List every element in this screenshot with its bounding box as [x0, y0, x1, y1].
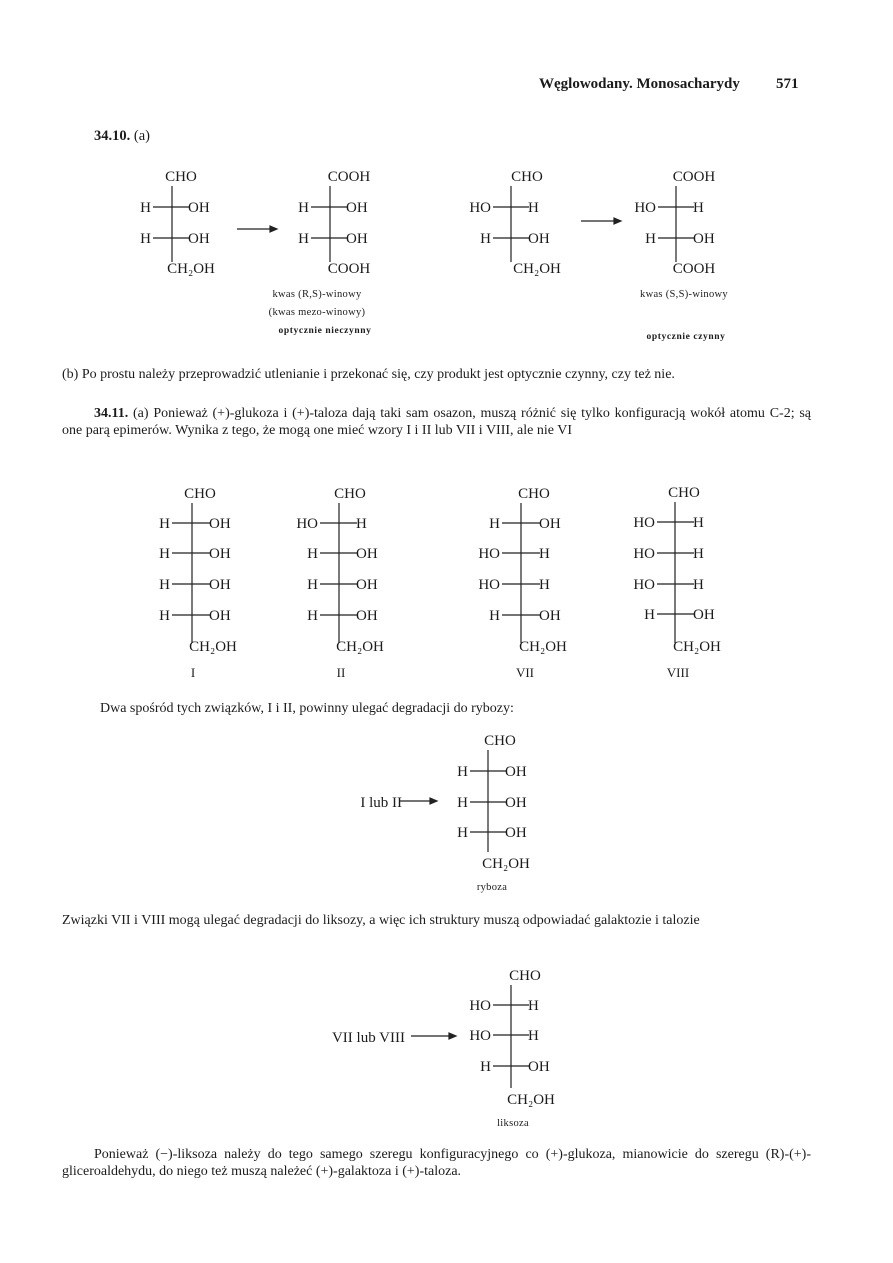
VII-r1-left: H — [489, 516, 500, 532]
VII-top: CHO — [518, 486, 550, 502]
s1-bottom: CH₂OH — [167, 261, 215, 277]
II-r4-left: H — [307, 608, 318, 624]
part-a-label: (a) — [133, 128, 150, 144]
liksoza-r1-left: HO — [469, 998, 491, 1014]
VIII-r2-right: H — [693, 546, 704, 562]
VIII-r3-left: HO — [633, 577, 655, 593]
s3-r2-right: OH — [528, 231, 550, 247]
reaction-arrow-2 — [581, 218, 621, 224]
s4-r1-left: HO — [634, 200, 656, 216]
VIII-r4-right: OH — [693, 607, 715, 623]
II-bottom: CH₂OH — [336, 639, 384, 655]
I-r3-left: H — [159, 577, 170, 593]
fischer-I — [159, 486, 237, 680]
ryboza-top: CHO — [484, 733, 516, 749]
VIII-top: CHO — [668, 485, 700, 501]
s3-bottom: CH₂OH — [513, 261, 561, 277]
liksoza-r3-left: H — [480, 1059, 491, 1075]
II-top: CHO — [334, 486, 366, 502]
I-r2-left: H — [159, 546, 170, 562]
s1-r1-right: OH — [188, 200, 210, 216]
s2-r1-right: OH — [346, 200, 368, 216]
s4-top: COOH — [672, 169, 716, 185]
fischer-s3 — [469, 169, 561, 277]
II-label: II — [336, 665, 346, 680]
fischer-ryboza — [360, 733, 530, 893]
ryboza-r3-left: H — [457, 825, 468, 841]
II-r1-left: HO — [296, 516, 318, 532]
s4-caption-1: kwas (S,S)-winowy — [640, 289, 728, 300]
s1-top: CHO — [165, 169, 197, 185]
II-r2-left: H — [307, 546, 318, 562]
VII-r4-right: OH — [539, 608, 561, 624]
s4-r2-left: H — [645, 231, 656, 247]
s2-r2-right: OH — [346, 231, 368, 247]
ryboza-r2-right: OH — [505, 795, 527, 811]
liksoza-caption: liksoza — [497, 1118, 529, 1129]
ryboza-r1-left: H — [457, 764, 468, 780]
II-r2-right: OH — [356, 546, 378, 562]
s3-r2-left: H — [480, 231, 491, 247]
s3-r1-right: H — [528, 200, 539, 216]
I-label: I — [190, 665, 196, 680]
running-title: Węglowodany. Monosacharydy — [539, 76, 740, 92]
VIII-r1-right: H — [693, 515, 704, 531]
VII-r4-left: H — [489, 608, 500, 624]
fischer-s2 — [269, 169, 372, 336]
page-number: 571 — [776, 76, 799, 92]
paragraph-liksoza: Związki VII i VIII mogą ulegać degradacji do liksozy, a więc ich struktury muszą odpowiadać galaktozie i talozie — [62, 913, 700, 928]
s1-r2-right: OH — [188, 231, 210, 247]
liksoza-r2-left: HO — [469, 1028, 491, 1044]
s1-r1-left: H — [140, 200, 151, 216]
fischer-liksoza — [332, 968, 555, 1129]
ryboza-r1-right: OH — [505, 764, 527, 780]
liksoza-bottom: CH₂OH — [507, 1092, 555, 1108]
s1-r2-left: H — [140, 231, 151, 247]
VII-r2-right: H — [539, 546, 550, 562]
liksoza-r3-right: OH — [528, 1059, 550, 1075]
s2-bottom: COOH — [327, 261, 371, 277]
s2-top: COOH — [327, 169, 371, 185]
VII-r3-right: H — [539, 577, 550, 593]
ryboza-caption: ryboza — [476, 882, 508, 893]
II-r4-right: OH — [356, 608, 378, 624]
s2-r1-left: H — [298, 200, 309, 216]
VIII-bottom: CH₂OH — [673, 639, 721, 655]
liksoza-top: CHO — [509, 968, 541, 984]
VII-bottom: CH₂OH — [519, 639, 567, 655]
ryboza-reactant: I lub II — [360, 795, 402, 811]
I-r1-left: H — [159, 516, 170, 532]
fischer-II — [296, 486, 384, 680]
paragraph-34-10-b: (b) Po prostu należy przeprowadzić utlenianie i przekonać się, czy produkt jest optycznie czynny, czy też nie. — [62, 367, 675, 382]
reaction-arrow-1 — [237, 226, 277, 232]
ryboza-r3-right: OH — [505, 825, 527, 841]
fischer-VIII — [633, 485, 721, 680]
VII-r3-left: HO — [478, 577, 500, 593]
s2-caption-1: kwas (R,S)-winowy — [272, 289, 362, 300]
fischer-VII — [478, 486, 567, 680]
II-r1-right: H — [356, 516, 367, 532]
fischer-s1 — [140, 169, 215, 277]
paragraph-34-11 — [62, 405, 811, 439]
I-r3-right: OH — [209, 577, 231, 593]
section-number: 34.10. — [94, 128, 131, 144]
paragraph-ryboza: Dwa spośród tych związków, I i II, powinny ulegać degradacji do rybozy: — [100, 701, 514, 716]
section-number-34-11: 34.11. — [94, 406, 129, 421]
fischer-s4 — [634, 169, 728, 342]
VIII-r2-left: HO — [633, 546, 655, 562]
II-r3-left: H — [307, 577, 318, 593]
s4-bottom: COOH — [672, 261, 716, 277]
s2-caption-2: (kwas mezo-winowy) — [268, 307, 366, 318]
paragraph-final-text: Ponieważ (−)-liksoza należy do tego samego szeregu konfiguracyjnego co (+)-glukoza, mianowicie do szeregu (R)-(+)-gliceroaldehydu, do niego też muszą należeć (+)-galaktoza i (+)-taloza. — [62, 1147, 811, 1179]
VIII-label: VIII — [666, 665, 690, 680]
liksoza-r2-right: H — [528, 1028, 539, 1044]
ryboza-bottom: CH₂OH — [482, 856, 530, 872]
paragraph-34-11-text: (a) Ponieważ (+)-glukoza i (+)-taloza dają taki sam osazon, muszą różnić się tylko konfiguracją wokół atomu C-2; są one parą epimerów. Wynika z tego, że mogą one mieć wzory I i II lub VII i VIII, ale nie VI — [62, 406, 812, 438]
I-r1-right: OH — [209, 516, 231, 532]
s3-r1-left: HO — [469, 200, 491, 216]
s2-caption-3: optycznie nieczynny — [278, 326, 372, 336]
s2-r2-left: H — [298, 231, 309, 247]
s4-r2-right: OH — [693, 231, 715, 247]
VII-r2-left: HO — [478, 546, 500, 562]
VIII-r3-right: H — [693, 577, 704, 593]
liksoza-r1-right: H — [528, 998, 539, 1014]
I-bottom: CH₂OH — [189, 639, 237, 655]
ryboza-r2-left: H — [457, 795, 468, 811]
VII-r1-right: OH — [539, 516, 561, 532]
VIII-r4-left: H — [644, 607, 655, 623]
I-r2-right: OH — [209, 546, 231, 562]
II-r3-right: OH — [356, 577, 378, 593]
I-r4-right: OH — [209, 608, 231, 624]
paragraph-final — [62, 1146, 811, 1180]
I-r4-left: H — [159, 608, 170, 624]
liksoza-reactant: VII lub VIII — [331, 1030, 405, 1046]
s4-r1-right: H — [693, 200, 704, 216]
VII-label: VII — [515, 665, 535, 680]
VIII-r1-left: HO — [633, 515, 655, 531]
s4-caption-3: optycznie czynny — [646, 332, 726, 342]
s3-top: CHO — [511, 169, 543, 185]
I-top: CHO — [184, 486, 216, 502]
